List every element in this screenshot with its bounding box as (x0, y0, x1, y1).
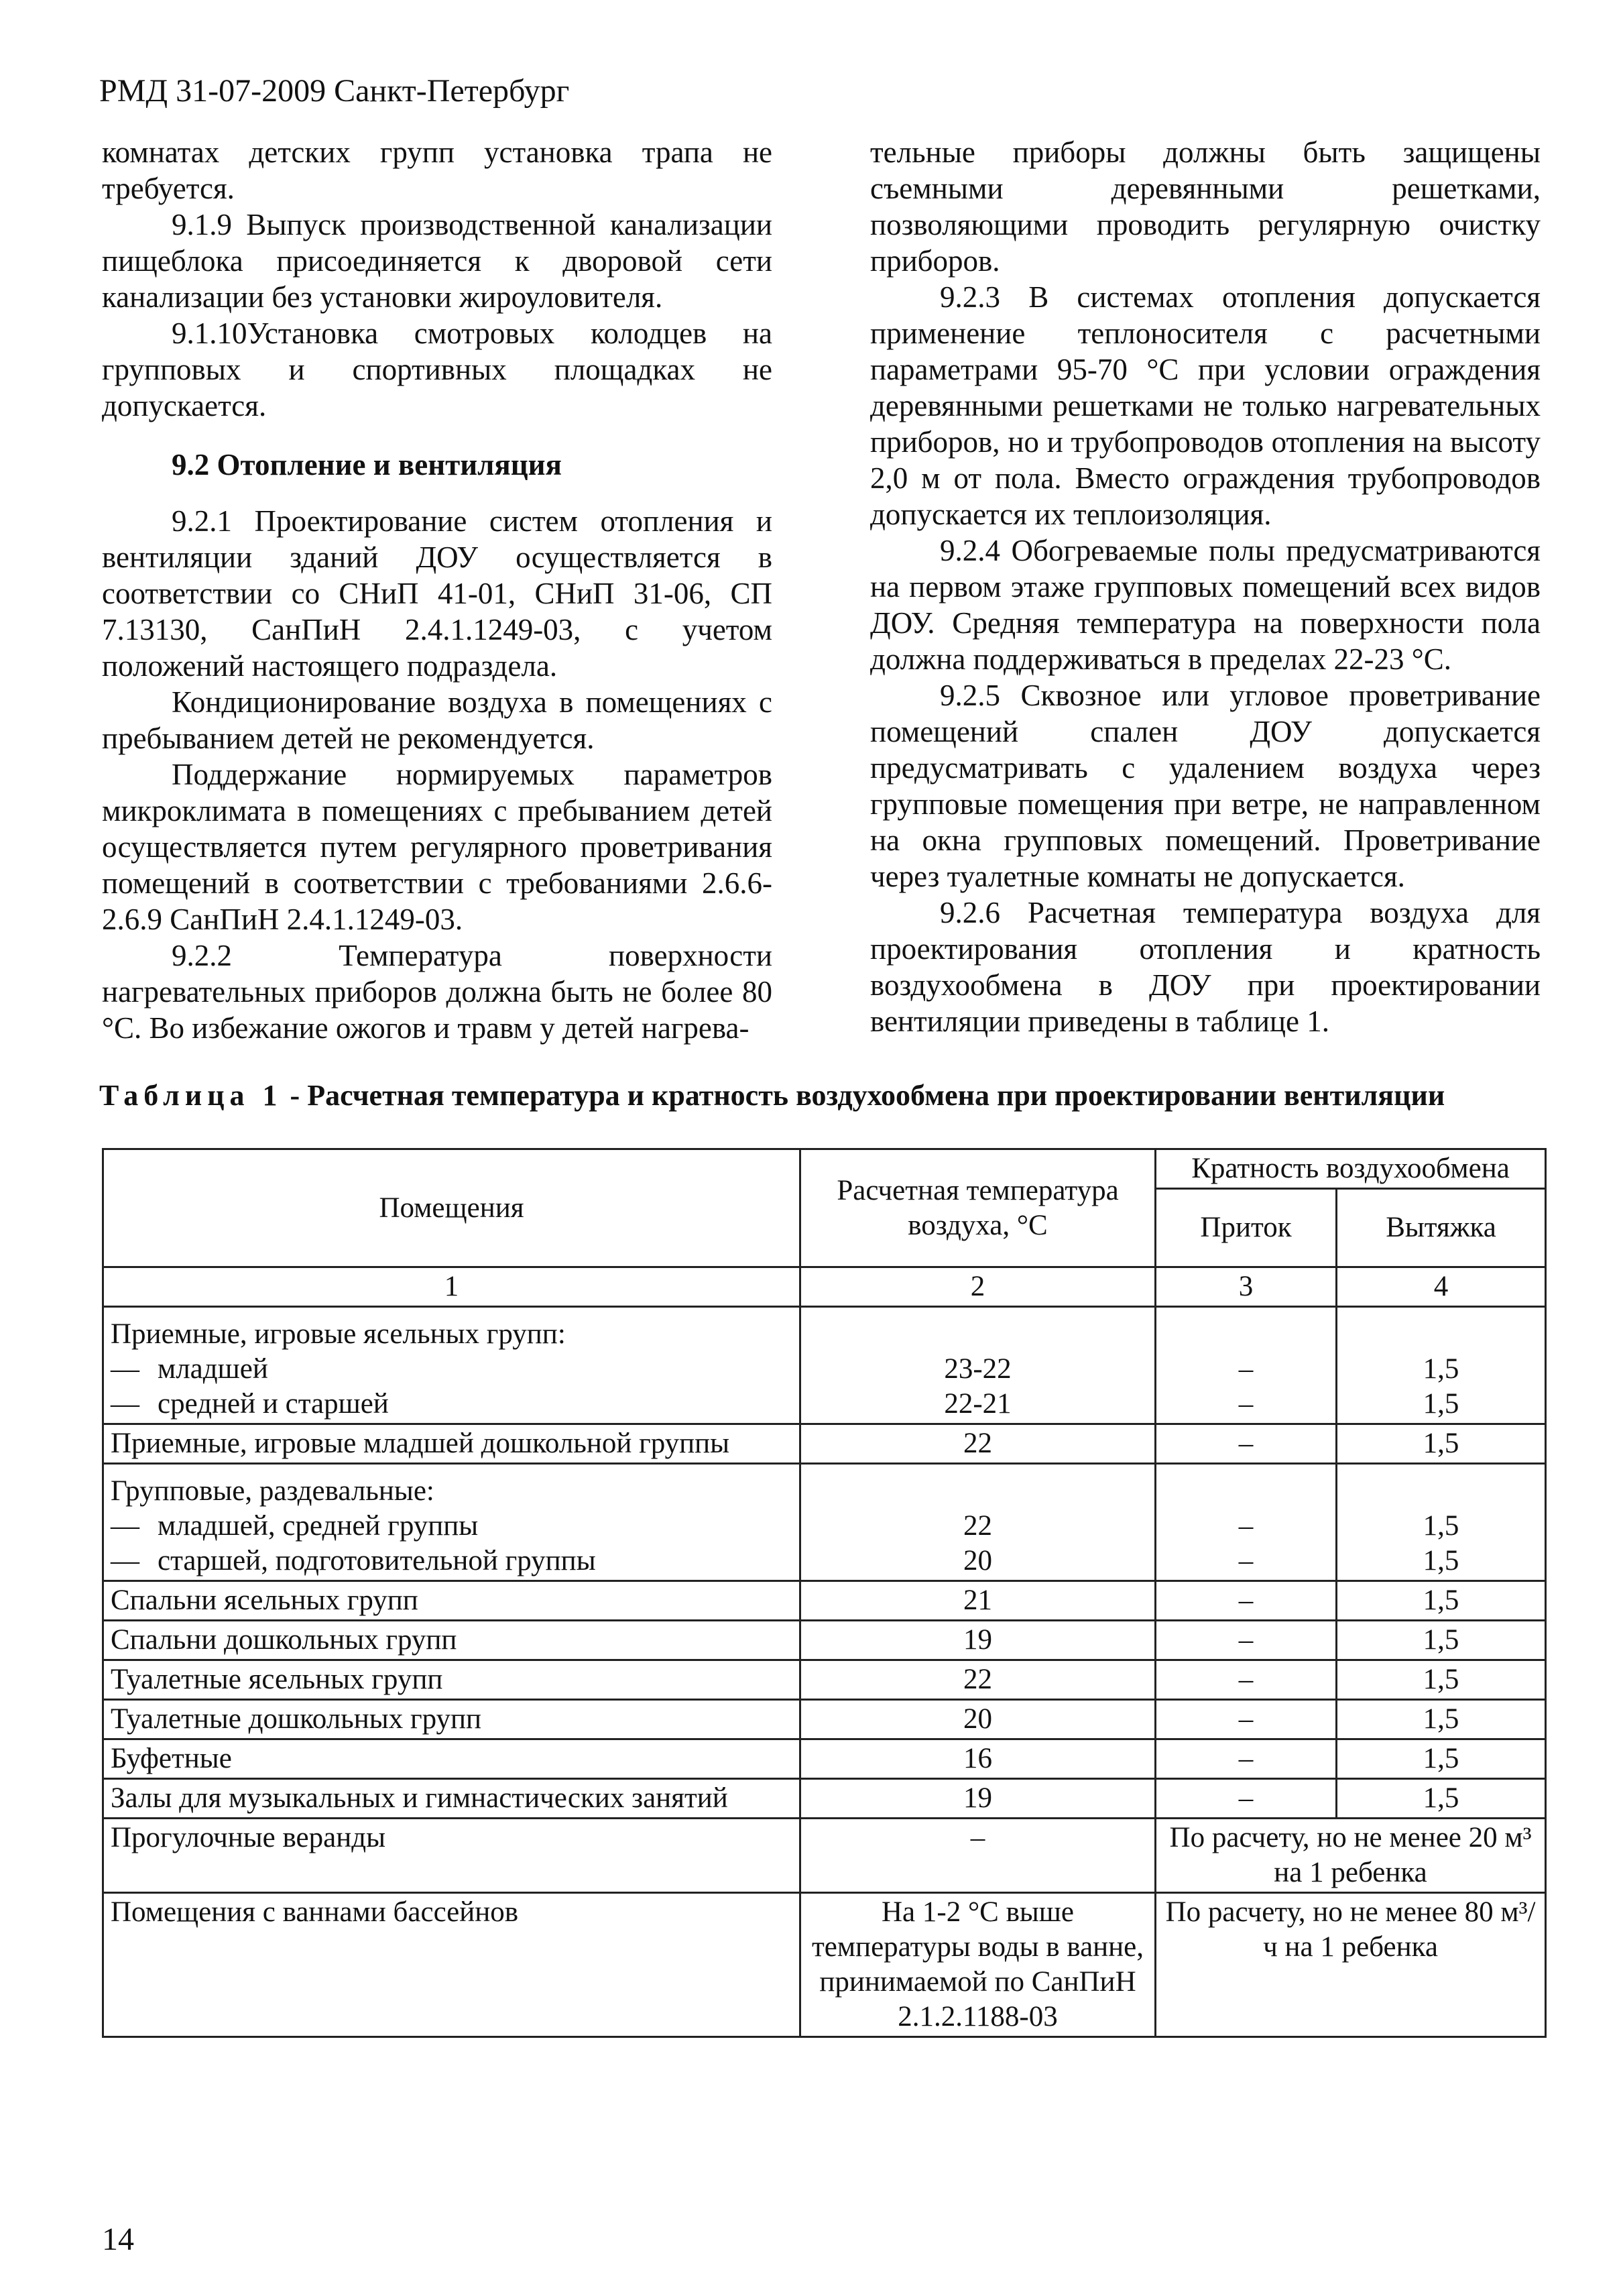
column-number-row (103, 1267, 1546, 1307)
table-row (103, 1779, 1546, 1819)
paragraph: 9.1.10Установка смотровых колодцев на групповых и спортивных площадках не допускается. (102, 317, 772, 422)
temperature-cell: 22 20 (800, 1464, 1156, 1581)
table-row (103, 1424, 1546, 1464)
paragraph: 9.2.1 Проектирование систем отопления и вентиляции зданий ДОУ осуществляется в соответствии со СНиП 41-01, СНиП 31-06, СП 7.13130, СанПиН 2.4.1.1249-03, с учетом положений настоящего подраздела. (102, 504, 772, 683)
table-row (103, 1621, 1546, 1660)
room-name: Приемные, игровые младшей дошкольной группы (103, 1424, 800, 1464)
temperature-cell: 23-22 22-21 (800, 1307, 1156, 1424)
ventilation-table (102, 1148, 1547, 2038)
exhaust-cell: 1,5 (1337, 1779, 1546, 1819)
room-name: Спальни ясельных групп (103, 1581, 800, 1621)
supply-cell: – (1156, 1581, 1337, 1621)
temperature-cell: 19 (800, 1779, 1156, 1819)
temperature-cell: – (800, 1819, 1156, 1893)
dash-marker: — (111, 1388, 139, 1420)
temperature-cell: 19 (800, 1621, 1156, 1660)
document-header: РМД 31-07-2009 Санкт-Петербург (99, 73, 570, 109)
table-caption (99, 1078, 1445, 1112)
temperature-cell: На 1-2 °С выше температуры воды в ванне, принимаемой по СанПиН 2.1.2.1188-03 (800, 1893, 1156, 2037)
paragraph: 9.1.9 Выпуск производственной канализации пищеблока присоединяется к дворовой сети канализации без установки жироуловителя. (102, 208, 772, 314)
table-row (103, 1893, 1546, 2037)
table-row (103, 1819, 1546, 1893)
supply-cell: – (1156, 1424, 1337, 1464)
exchange-cell: По расчету, но не менее 80 м³/ч на 1 ребенка (1156, 1893, 1546, 2037)
supply-cell: – (1156, 1739, 1337, 1779)
exhaust-cell: 1,5 (1337, 1700, 1546, 1739)
supply-cell: – (1156, 1779, 1337, 1819)
right-column (870, 134, 1541, 1039)
section-title: 9.2 Отопление и вентиляция (172, 448, 562, 481)
table-header-row (103, 1149, 1546, 1189)
paragraph: 9.2.4 Обогреваемые полы предусматриваются на первом этаже групповых помещений всех видов ДОУ. Средняя температура на поверхности пола должна поддерживаться в пределах 22-23 °С. (870, 534, 1541, 676)
paragraph: Поддержание нормируемых параметров микроклимата в помещениях с пребыванием детей осуществляется путем регулярного проветривания помещений в соответствии с требованиями 2.6.6-2.6.9 СанПиН 2.4.1.1249-03. (102, 758, 772, 936)
dash-marker: — (111, 1545, 139, 1576)
column-number: 3 (1156, 1267, 1337, 1307)
temperature-cell: 22 (800, 1660, 1156, 1700)
table-row (103, 1700, 1546, 1739)
table-row (103, 1581, 1546, 1621)
table-row (103, 1464, 1546, 1581)
paragraph: тельные приборы должны быть защищены съемными деревянными решетками, позволяющими проводить регулярную очистку приборов. (870, 135, 1541, 278)
exhaust-cell: 1,5 (1337, 1660, 1546, 1700)
page-number: 14 (102, 2222, 134, 2257)
temperature-cell: 21 (800, 1581, 1156, 1621)
supply-cell: – (1156, 1660, 1337, 1700)
room-group-title: Приемные, игровые ясельных групп: — младшей — средней и старшей (103, 1307, 800, 1424)
room-name: Туалетные дошкольных групп (103, 1700, 800, 1739)
temperature-cell: 22 (800, 1424, 1156, 1464)
paragraph: комнатах детских групп установка трапа не требуется. (102, 135, 772, 205)
table-caption-text: - Расчетная температура и кратность воздухообмена при проектировании вентиляции (282, 1079, 1445, 1112)
column-number: 4 (1337, 1267, 1546, 1307)
header-exhaust: Вытяжка (1337, 1189, 1546, 1267)
room-subitem: — старшей, подготовительной группы (111, 1544, 792, 1578)
temperature-cell: 20 (800, 1700, 1156, 1739)
paragraph: 9.2.6 Расчетная температура воздуха для проектирования отопления и кратность воздухообмена в ДОУ при проектировании вентиляции приведены в таблице 1. (870, 896, 1541, 1038)
room-name: Помещения с ваннами бассейнов (103, 1893, 800, 2037)
supply-cell: – – (1156, 1307, 1337, 1424)
room-name: Спальни дошкольных групп (103, 1621, 800, 1660)
left-column (102, 134, 772, 1046)
exhaust-cell: 1,5 (1337, 1621, 1546, 1660)
exhaust-cell: 1,5 1,5 (1337, 1307, 1546, 1424)
header-air-exchange: Кратность воздухообмена (1156, 1149, 1546, 1189)
paragraph: 9.2.3 В системах отопления допускается применение теплоносителя с расчетными параметрами 95-70 °С при условии ограждения деревянными решетками не только нагревательных приборов, но и трубопроводов отопления на высоту 2,0 м от пола. Вместо ограждения трубопроводов допускается их теплоизоляция. (870, 280, 1541, 531)
supply-cell: – (1156, 1700, 1337, 1739)
column-number: 2 (800, 1267, 1156, 1307)
room-subitem: — младшей (111, 1352, 792, 1387)
header-rooms: Помещения (103, 1149, 800, 1267)
table-row (103, 1739, 1546, 1779)
table-caption-label: Таблица 1 (99, 1079, 283, 1112)
room-name: Туалетные ясельных групп (103, 1660, 800, 1700)
room-subitem: — младшей, средней группы (111, 1509, 792, 1544)
exchange-cell: По расчету, но не менее 20 м³ на 1 ребенка (1156, 1819, 1546, 1893)
table-row (103, 1307, 1546, 1424)
paragraph: Кондиционирование воздуха в помещениях с пребыванием детей не рекомендуется. (102, 685, 772, 755)
exhaust-cell: 1,5 (1337, 1424, 1546, 1464)
temperature-cell: 16 (800, 1739, 1156, 1779)
header-temperature: Расчетная температура воздуха, °С (800, 1149, 1156, 1267)
room-name: Буфетные (103, 1739, 800, 1779)
column-number: 1 (103, 1267, 800, 1307)
paragraph: 9.2.5 Сквозное или угловое проветривание помещений спален ДОУ допускается предусматривать с удалением воздуха через групповые помещения при ветре, не направленном на окна групповых помещений. Проветривание через туалетные комнаты не допускается. (870, 679, 1541, 893)
room-name: Прогулочные веранды (103, 1819, 800, 1893)
exhaust-cell: 1,5 (1337, 1581, 1546, 1621)
header-supply: Приток (1156, 1189, 1337, 1267)
room-group-title: Групповые, раздевальные: — младшей, средней группы — старшей, подготовительной группы (103, 1464, 800, 1581)
dash-marker: — (111, 1353, 139, 1385)
exhaust-cell: 1,5 (1337, 1739, 1546, 1779)
table-row (103, 1660, 1546, 1700)
paragraph: 9.2.2 Температура поверхности нагревательных приборов должна быть не более 80 °С. Во избежание ожогов и травм у детей нагрева- (102, 939, 772, 1045)
room-subitem: — средней и старшей (111, 1387, 792, 1422)
dash-marker: — (111, 1510, 139, 1542)
exhaust-cell: 1,5 1,5 (1337, 1464, 1546, 1581)
room-name: Залы для музыкальных и гимнастических занятий (103, 1779, 800, 1819)
supply-cell: – (1156, 1621, 1337, 1660)
supply-cell: – – (1156, 1464, 1337, 1581)
